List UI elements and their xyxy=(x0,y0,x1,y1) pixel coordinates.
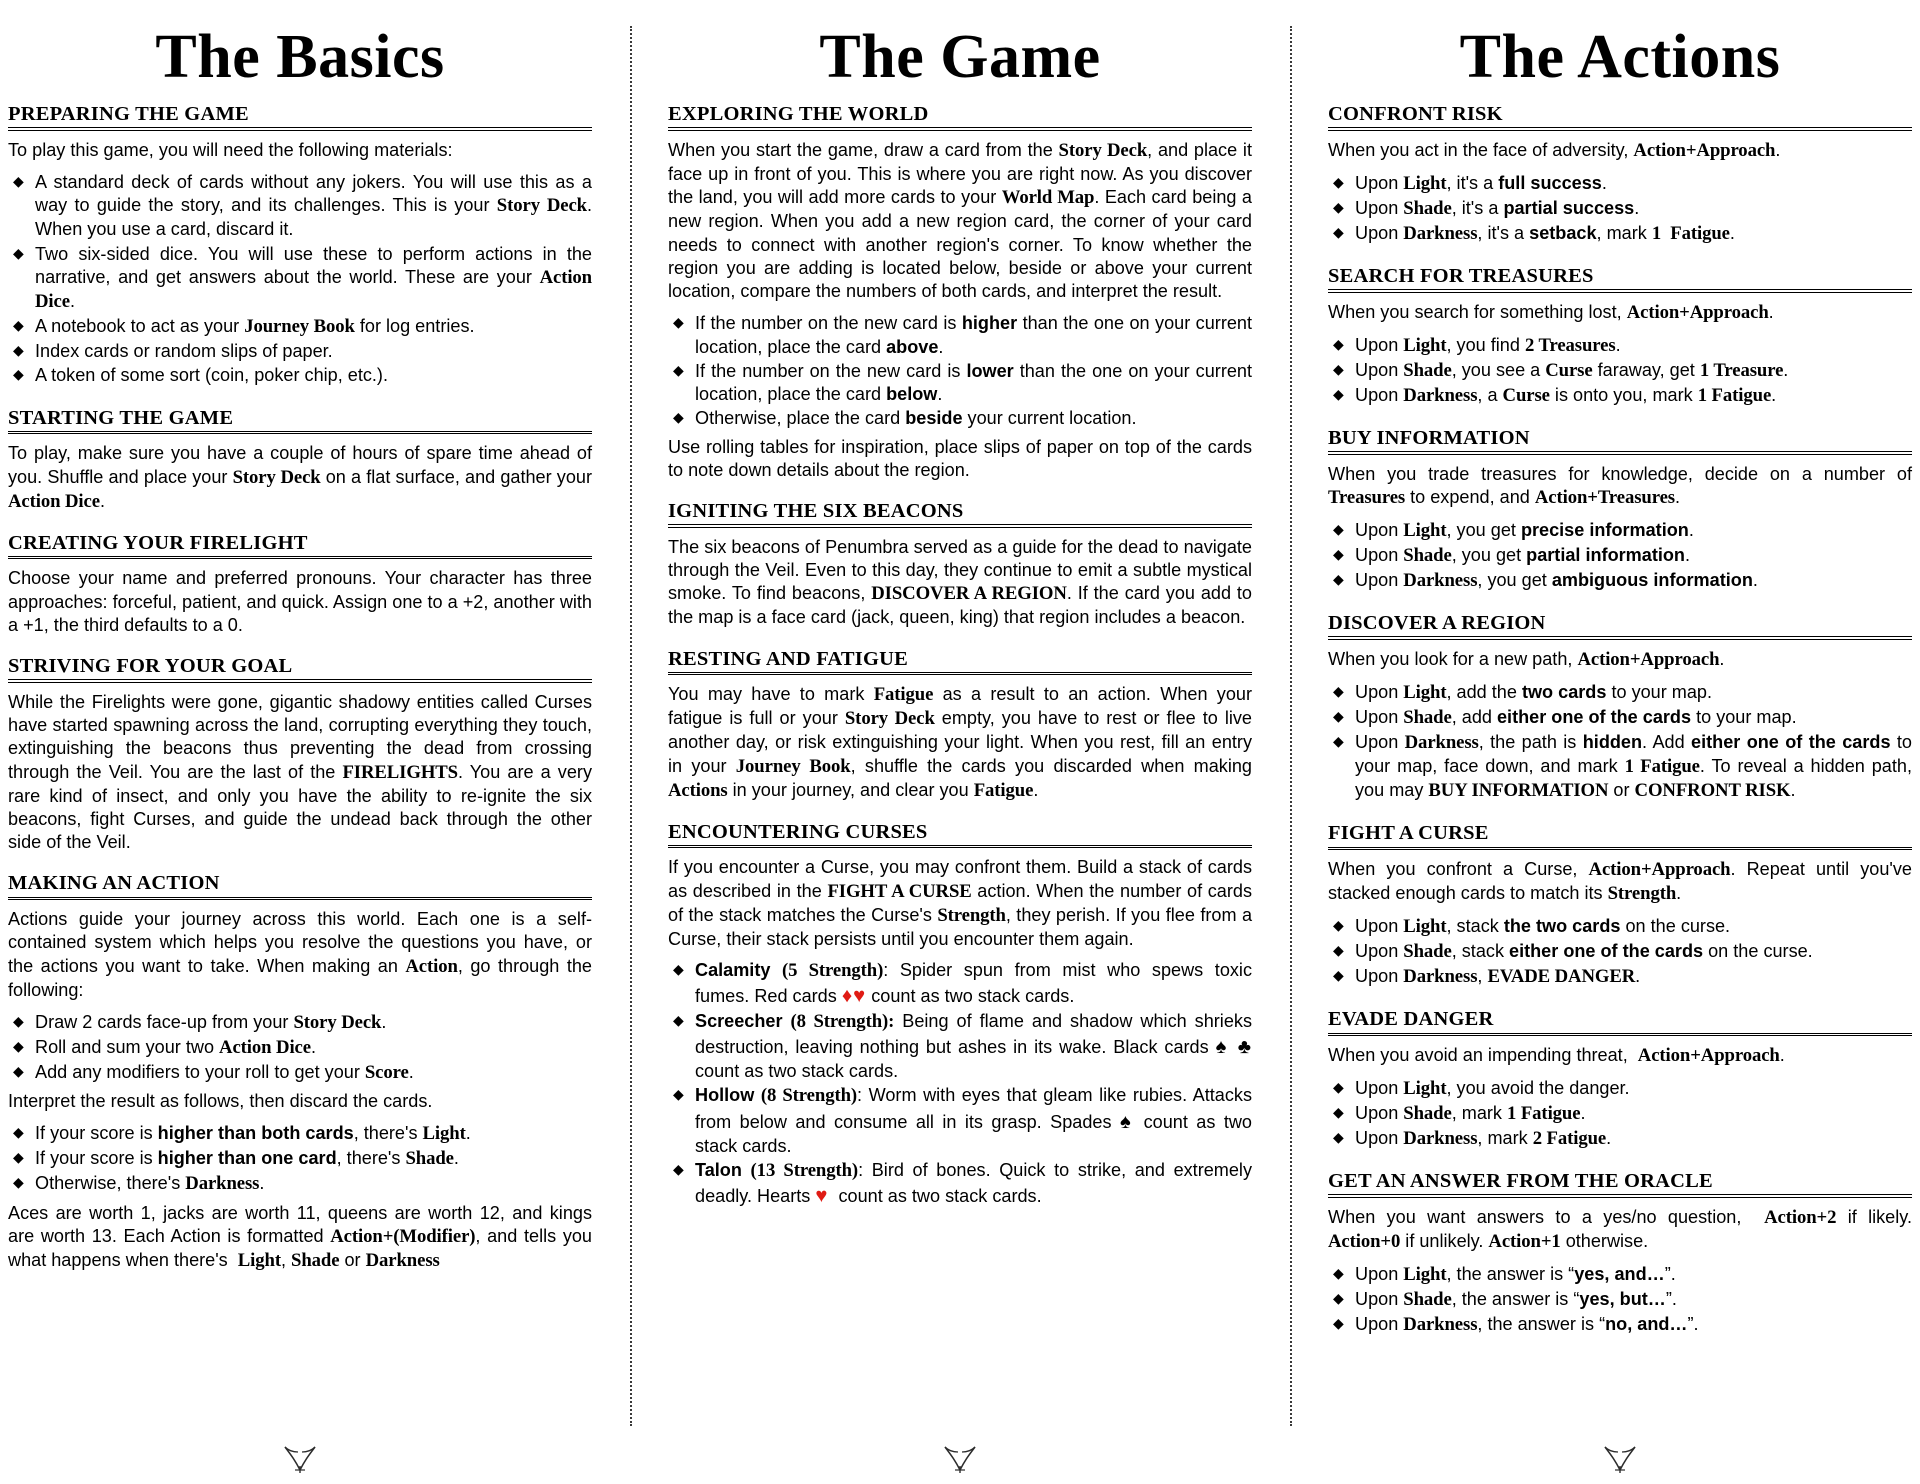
column-divider-2 xyxy=(1260,0,1320,1484)
list-item: ◆ Upon Shade, the answer is “yes, but…”. xyxy=(1328,1288,1912,1312)
list-item: ◆ Upon Shade, you see a Curse faraway, get 1 Treasure. xyxy=(1328,359,1912,383)
ornament-divider-basics xyxy=(8,1440,592,1484)
section-heading-confront-risk: CONFRONT RISK xyxy=(1328,102,1912,128)
list-item: ◆ If the number on the new card is lower than the one on your current location, place the card below. xyxy=(668,360,1252,407)
list-item: ◆ Otherwise, place the card beside your current location. xyxy=(668,407,1252,430)
list-item: ◆ Upon Shade, stack either one of the cards on the curse. xyxy=(1328,940,1912,964)
suit-spade-club-icon: ♠ ♣ xyxy=(1215,1036,1252,1059)
section-heading-fight-a-curse: FIGHT A CURSE xyxy=(1328,821,1912,847)
section-body-creating: Choose your name and preferred pronouns. Your character has three approaches: forceful, patient, and quick. Assign one to a +2, another with a +1, the third defaults to a 0. xyxy=(8,568,592,635)
divider-line xyxy=(1290,26,1292,1426)
list-item: ◆ A token of some sort (coin, poker chip, etc.). xyxy=(8,364,592,387)
list-outcomes-search-treasures xyxy=(1328,334,1912,409)
section-heading-discover-a-region: DISCOVER A REGION xyxy=(1328,611,1912,637)
section-heading-evade-danger: EVADE DANGER xyxy=(1328,1007,1912,1033)
list-materials xyxy=(8,171,592,389)
section-rule xyxy=(1328,454,1912,455)
list-item: ◆ Two six-sided dice. You will use these to perform actions in the narrative, and get answers about the world. These are your Action Dice. xyxy=(8,243,592,314)
section-heading-search-for-treasures: SEARCH FOR TREASURES xyxy=(1328,264,1912,290)
list-item: ◆ If the number on the new card is higher than the one on your current location, place the card above. xyxy=(668,312,1252,359)
section-body-confront-risk: When you act in the face of adversity, Action+Approach. xyxy=(1328,139,1781,161)
list-item: ◆ Talon (13 Strength): Bird of bones. Quick to strike, and extremely deadly. Hearts ♥ count as two stack cards. xyxy=(668,1159,1252,1209)
list-outcomes-buy-information xyxy=(1328,519,1912,594)
suit-spade-icon: ♠ xyxy=(1119,1110,1136,1133)
section-rule xyxy=(668,847,1252,848)
section-rule xyxy=(668,130,1252,131)
ornament-divider-actions xyxy=(1328,1440,1912,1484)
section-heading-resting-and-fatigue: RESTING AND FATIGUE xyxy=(668,647,1252,673)
list-item: ◆ Upon Light, you find 2 Treasures. xyxy=(1328,334,1912,358)
list-item: ◆ Add any modifiers to your roll to get your Score. xyxy=(8,1061,592,1085)
suit-diamond-heart-icon: ♦♥ xyxy=(841,985,867,1008)
list-result-interpretation xyxy=(8,1122,592,1197)
section-heading-igniting-the-six-beacons: IGNITING THE SIX BEACONS xyxy=(668,499,1252,525)
section-body-igniting: The six beacons of Penumbra served as a guide for the dead to navigate through the Veil. Even to this day, they continue to emit a subtle mystical smoke. To find beacons, DISCOVER A REGION. If the card you add to the map is a face card (jack, queen, king) that region includes a beacon. xyxy=(668,536,1252,628)
list-item: ◆ Screecher (8 Strength): Being of flame and shadow which shrieks destruction, leaving nothing but ashes in its wake. Black cards ♠ ♣ count as two stack cards. xyxy=(668,1010,1252,1083)
section-body-exploring: When you start the game, draw a card from the Story Deck, and place it face up in front of you. This is where you are right now. As you discover the land, you will add more cards to your World Map. Each card being a new region. When you add a new region card, the corner of your card needs to connect with another region's corner. To know whether the region you are adding is located below, beside or above your current location, compare the numbers of both cards, and interpret the result. xyxy=(668,139,1252,302)
section-body-buy-information: When you trade treasures for knowledge, decide on a number of Treasures to expend, and Action+Treasures. xyxy=(1328,463,1912,509)
list-item: ◆ A standard deck of cards without any jokers. You will use this as a way to guide the story, and its challenges. This is your Story Deck. When you use a card, discard it. xyxy=(8,171,592,242)
list-item: ◆ Upon Light, the answer is “yes, and…”. xyxy=(1328,1263,1912,1287)
list-item: ◆ Otherwise, there's Darkness. xyxy=(8,1172,592,1196)
section-heading-exploring-the-world: EXPLORING THE WORLD xyxy=(668,102,1252,128)
section-heading-starting-the-game: STARTING THE GAME xyxy=(8,406,592,432)
list-item: ◆ Upon Darkness, it's a setback, mark 1 Fatigue. xyxy=(1328,222,1912,246)
section-mid-interpret: Interpret the result as follows, then discard the cards. xyxy=(8,1091,433,1112)
list-item: ◆ If your score is higher than both cards, there's Light. xyxy=(8,1122,592,1146)
section-body-evade-danger: When you avoid an impending threat, Action+Approach. xyxy=(1328,1045,1785,1067)
list-outcomes-fight-a-curse xyxy=(1328,915,1912,990)
list-item: ◆ Upon Darkness, the answer is “no, and…”. xyxy=(1328,1313,1912,1337)
list-item: ◆ Upon Shade, you get partial information. xyxy=(1328,544,1912,568)
section-outro-card-values: Aces are worth 1, jacks are worth 11, queens are worth 12, and kings are worth 13. Each Action is formatted Action+(Modifier), and tells you what happens when there's Light, Shade or Darkness xyxy=(8,1202,592,1271)
list-item: ◆ Upon Darkness, a Curse is onto you, mark 1 Fatigue. xyxy=(1328,384,1912,408)
column-the-actions xyxy=(1320,0,1920,1484)
list-item: ◆ Upon Darkness, the path is hidden. Add either one of the cards to your map, face down, and mark 1 Fatigue. To reveal a hidden path, you may BUY INFORMATION or CONFRONT RISK. xyxy=(1328,731,1912,803)
list-item: ◆ Calamity (5 Strength): Spider spun from mist who spews toxic fumes. Red cards ♦♥ count as two stack cards. xyxy=(668,959,1252,1009)
list-outcomes-confront-risk xyxy=(1328,172,1912,247)
section-body-oracle: When you want answers to a yes/no question, Action+2 if likely. Action+0 if unlikely. Action+1 otherwise. xyxy=(1328,1206,1912,1253)
section-rule xyxy=(1328,1035,1912,1036)
list-item: ◆ Upon Light, stack the two cards on the curse. xyxy=(1328,915,1912,939)
section-intro-preparing: To play this game, you will need the following materials: xyxy=(8,139,453,160)
section-heading-encountering-curses: ENCOUNTERING CURSES xyxy=(668,820,1252,846)
list-placement-rules xyxy=(668,312,1252,431)
list-item: ◆ A notebook to act as your Journey Book for log entries. xyxy=(8,315,592,339)
divider-line xyxy=(630,26,632,1426)
section-heading-buy-information: BUY INFORMATION xyxy=(1328,426,1912,452)
list-item: ◆ Upon Darkness, mark 2 Fatigue. xyxy=(1328,1127,1912,1151)
list-item: ◆ Upon Light, you avoid the danger. xyxy=(1328,1077,1912,1101)
section-body-fight-a-curse: When you confront a Curse, Action+Approach. Repeat until you've stacked enough cards to match its Strength. xyxy=(1328,859,1912,905)
list-item: ◆ Draw 2 cards face-up from your Story Deck. xyxy=(8,1011,592,1035)
section-heading-get-an-answer-from-the-oracle: GET AN ANSWER FROM THE ORACLE xyxy=(1328,1169,1912,1195)
section-body-resting: You may have to mark Fatigue as a result to an action. When your fatigue is full or your Story Deck empty, you have to rest or flee to live another day, or risk extinguishing your light. When you rest, fill an entry in your Journey Book, shuffle the cards you discarded when making Actions in your journey, and clear you Fatigue. xyxy=(668,684,1252,801)
section-rule xyxy=(8,682,592,683)
section-rule xyxy=(1328,130,1912,131)
column-title-basics: The Basics xyxy=(155,23,445,91)
section-rule xyxy=(8,130,592,131)
section-rule xyxy=(8,558,592,559)
ornament-divider-game xyxy=(668,1440,1252,1484)
list-item: ◆ Upon Light, it's a full success. xyxy=(1328,172,1912,196)
list-item: ◆ Upon Darkness, EVADE DANGER. xyxy=(1328,965,1912,989)
list-item: ◆ Upon Shade, mark 1 Fatigue. xyxy=(1328,1102,1912,1126)
section-heading-preparing-the-game: PREPARING THE GAME xyxy=(8,102,592,128)
list-outcomes-discover-region xyxy=(1328,681,1912,804)
list-action-steps xyxy=(8,1011,592,1086)
list-item: ◆ Index cards or random slips of paper. xyxy=(8,340,592,363)
section-outro-exploring: Use rolling tables for inspiration, place slips of paper on top of the cards to note down details about the region. xyxy=(668,436,1252,480)
section-heading-making-an-action: MAKING AN ACTION xyxy=(8,871,592,897)
list-item: ◆ Upon Shade, it's a partial success. xyxy=(1328,197,1912,221)
list-item: ◆ Upon Darkness, you get ambiguous information. xyxy=(1328,569,1912,593)
section-rule xyxy=(1328,639,1912,640)
list-item: ◆ Upon Light, add the two cards to your map. xyxy=(1328,681,1912,705)
list-item: ◆ Roll and sum your two Action Dice. xyxy=(8,1036,592,1060)
column-title-game: The Game xyxy=(819,23,1101,91)
column-divider-1 xyxy=(600,0,660,1484)
section-rule xyxy=(1328,849,1912,850)
section-body-starting: To play, make sure you have a couple of hours of spare time ahead of you. Shuffle and place your Story Deck on a flat surface, and gather your Action Dice. xyxy=(8,443,592,512)
section-heading-striving-for-your-goal: STRIVING FOR YOUR GOAL xyxy=(8,654,592,680)
list-outcomes-evade-danger xyxy=(1328,1077,1912,1152)
section-heading-creating-your-firelight: CREATING YOUR FIRELIGHT xyxy=(8,531,592,557)
section-rule xyxy=(8,899,592,900)
list-item: ◆ Upon Light, you get precise information. xyxy=(1328,519,1912,543)
list-item: ◆ If your score is higher than one card, there's Shade. xyxy=(8,1147,592,1171)
list-curses xyxy=(668,959,1252,1210)
list-item: ◆ Upon Shade, add either one of the cards to your map. xyxy=(1328,706,1912,730)
section-rule xyxy=(668,674,1252,675)
section-body-search-treasures: When you search for something lost, Action+Approach. xyxy=(1328,301,1774,323)
section-rule xyxy=(8,433,592,434)
column-the-game xyxy=(660,0,1260,1484)
section-body-striving: While the Firelights were gone, gigantic shadowy entities called Curses have started spawning across the land, corrupting everything they touch, extinguishing the beacons thus preventing the dead from crossing through the Veil. You are the last of the FIRELIGHTS. You are a very rare kind of insect, and only you have the ability to re-ignite the six beacons, fight Curses, and guide the undead back through the other side of the Veil. xyxy=(8,691,592,853)
section-body-encountering: If you encounter a Curse, you may confront them. Build a stack of cards as described in the FIGHT A CURSE action. When the number of cards of the stack matches the Curse's Strength, they perish. If you flee from a Curse, their stack persists until you encounter them again. xyxy=(668,857,1253,949)
section-body-making-action: Actions guide your journey across this world. Each one is a self-contained system which helps you resolve the questions you have, or the actions you want to take. When making an Action, go through the following: xyxy=(8,909,592,1000)
section-rule xyxy=(1328,292,1912,293)
column-title-actions: The Actions xyxy=(1459,23,1781,91)
list-outcomes-oracle xyxy=(1328,1263,1912,1338)
section-rule xyxy=(668,527,1252,528)
suit-heart-icon: ♥ xyxy=(815,1184,829,1207)
list-item: ◆ Hollow (8 Strength): Worm with eyes that gleam like rubies. Attacks from below and consume all in its grasp. Spades ♠ count as two stack cards. xyxy=(668,1084,1252,1157)
column-the-basics xyxy=(0,0,600,1484)
section-rule xyxy=(1328,1197,1912,1198)
section-body-discover-region: When you look for a new path, Action+Approach. xyxy=(1328,648,1725,670)
